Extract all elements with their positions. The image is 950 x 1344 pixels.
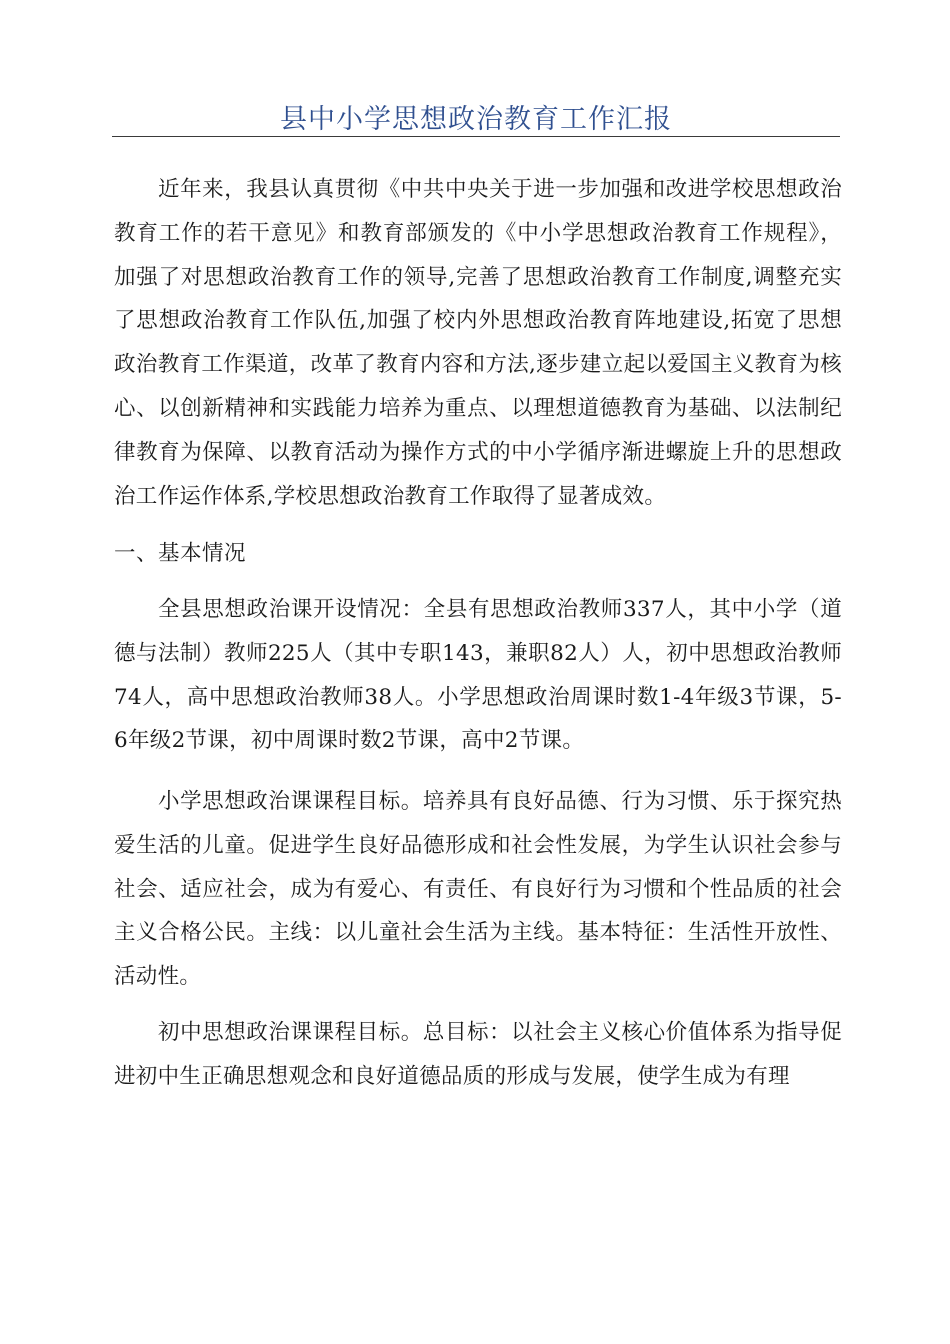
intro-paragraph: 近年来，我县认真贯彻《中共中央关于进一步加强和改进学校思想政治教育工作的若干意见》和教育部颁发的《中小学思想政治教育工作规程》，加强了对思想政治教育工作的领导,完善了思想政治教育工作制度,调整充实了思想政治教育工作队伍,加强了校内外思想政治教育阵地建设,拓宽了思想政治教育工作渠道，改革了教育内容和方法,逐步建立起以爱国主义教育为核心、以创新精神和实践能力培养为重点、以理想道德教育为基础、以法制纪律教育为保障、以教育活动为操作方式的中小学循序渐进螺旋上升的思想政治工作运作体系,学校思想政治教育工作取得了显著成效。 — [114, 177, 842, 509]
title-underline — [112, 136, 840, 137]
primary-course-goal-paragraph: 小学思想政治课课程目标。培养具有良好品德、行为习惯、乐于探究热爱生活的儿童。促进学生良好品德形成和社会性发展，为学生认识社会参与社会、适应社会，成为有爱心、有责任、有良好行为习惯和个性品质的社会主义合格公民。主线：以儿童社会生活为主线。基本特征：生活性开放性、活动性。 — [114, 789, 842, 990]
document-title: 县中小学思想政治教育工作汇报 — [280, 104, 672, 135]
section-heading-basic-situation: 一、基本情况 — [114, 541, 247, 566]
junior-course-goal-paragraph: 初中思想政治课课程目标。总目标：以社会主义核心价值体系为指导促进初中生正确思想观念和良好道德品质的形成与发展，使学生成为有理 — [114, 1020, 842, 1089]
course-status-paragraph: 全县思想政治课开设情况：全县有思想政治教师337人，其中小学（道德与法制）教师225人（其中专职143，兼职82人）人，初中思想政治教师74人，高中思想政治教师38人。小学思想政治周课时数1-4年级3节课，5-6年级2节课，初中周课时数2节课，高中2节课。 — [114, 597, 842, 754]
